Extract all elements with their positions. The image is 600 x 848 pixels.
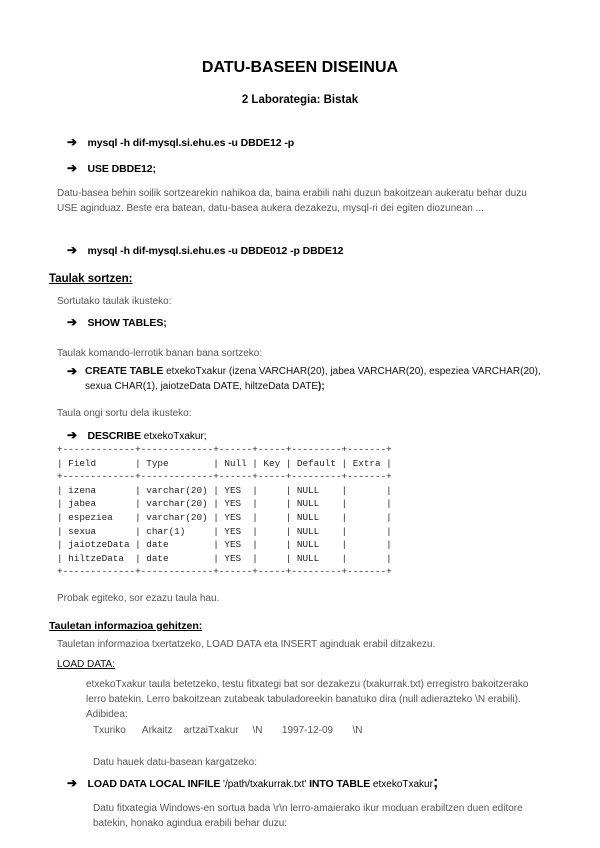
- load-target: etxekoTxakur: [370, 779, 433, 790]
- describe-output-table: +-------------+-------------+------+-----+---------+-------+ | Field | Type | Null | Key | Default | Extra | +-------------+-------------+------+-----+---------+-------+ | izena | varchar(20) | YES | | NULL | | | jabea | varchar(20) | YES | | NULL | | | espeziea | varchar(20) | YES | | NULL | | | sexua | char(1) | YES | | NULL | | | jaiotzeData | date | YES | | NULL | | | hiltzeData | date | YES | | NULL | | +-------------+-------------+------+-----+---------+-------+: [57, 444, 392, 578]
- arrow-right-icon: ➔: [67, 243, 78, 257]
- describe-keyword: DESCRIBE: [87, 430, 141, 442]
- text-sortutako: Sortutako taulak ikusteko:: [57, 296, 172, 307]
- example-data-row: Txuriko Arkaitz artzaiTxakur \N 1997-12-09 \N: [93, 725, 363, 736]
- document-subtitle: 2 Laborategia: Bistak: [241, 94, 359, 106]
- load-keyword-into: INTO TABLE: [309, 778, 371, 790]
- command-text: mysql -h dif-mysql.si.ehu.es -u DBDE12 -p: [87, 137, 295, 149]
- section-heading-informazioa: Tauletan informazioa gehitzen:: [49, 620, 203, 632]
- arrow-right-icon: ➔: [67, 364, 78, 378]
- arrow-right-icon: ➔: [67, 135, 78, 149]
- arrow-right-icon: ➔: [67, 161, 78, 175]
- command-line-describe: [67, 426, 207, 444]
- text-proba: Probak egiteko, sor ezazu taula hau.: [57, 593, 220, 604]
- command-line-create-table: [67, 364, 547, 394]
- paragraph-load-data: etxekoTxakur taula betetzeko, testu fitxategi bat sor dezakezu (txakurrak.txt) erregistro bakoitzerako lerro batekin. Lerro bakoitzean zutabeak tabuladoreekin banatuko dira (null adierazteko \N erabili). Adibidea:: [86, 679, 529, 720]
- create-table-statement: [85, 364, 547, 394]
- arrow-right-icon: ➔: [67, 315, 78, 329]
- load-keyword: LOAD DATA LOCAL INFILE: [87, 778, 221, 790]
- create-keyword: CREATE TABLE: [85, 365, 164, 377]
- text-kargatzeko: Datu hauek datu-basean kargatzeko:: [93, 757, 257, 768]
- command-text: USE DBDE12;: [87, 163, 156, 175]
- load-path: '/path/txakurrak.txt': [220, 779, 310, 790]
- paragraph-use-explanation: Datu-basea behin soilik sortzearekin nahikoa da, baina erabili nahi duzun bakoitzean aukeratu behar duzu USE aginduaz. Beste era batean, datu-basea aukera dezakezu, mysql-ri dei egiten diozunean ...: [57, 188, 527, 214]
- section-heading-taulak: Taulak sortzen:: [49, 273, 133, 285]
- command-line-load-data: [67, 774, 438, 792]
- create-definition: etxekoTxakur (izena VARCHAR(20), jabea VARCHAR(20), espeziea VARCHAR(20), sexua CHAR(1), jaiotzeData DATE, hiltzeData DATE: [85, 366, 541, 392]
- command-text: mysql -h dif-mysql.si.ehu.es -u DBDE012 -p DBDE12: [87, 245, 344, 257]
- command-line-use: [67, 159, 156, 177]
- command-text: SHOW TABLES;: [87, 317, 167, 329]
- command-line-mysql-db: [67, 241, 343, 259]
- document-title: DATU-BASEEN DISEINUA: [201, 59, 399, 76]
- create-end: );: [318, 381, 325, 392]
- text-komando: Taulak komando-lerrotik banan bana sortzeko:: [57, 348, 263, 359]
- paragraph-windows: Datu fitxategia Windows-en sortua bada \r\n lerro-amaierako ikur moduan erabiltzen duen editore batekin, honako agindua erabili behar duzu:: [93, 803, 523, 829]
- describe-target: etxekoTxakur;: [140, 431, 207, 442]
- command-line-show-tables: [67, 313, 167, 331]
- text-ongi: Taula ongi sortu dela ikusteko:: [57, 408, 192, 419]
- arrow-right-icon: ➔: [67, 428, 78, 442]
- text-info: Tauletan informazioa txertatzeko, LOAD DATA eta INSERT aginduak erabil ditzakezu.: [57, 639, 436, 650]
- arrow-right-icon: ➔: [67, 776, 78, 790]
- command-line-mysql-login: [67, 133, 294, 151]
- load-end: ;: [432, 774, 439, 791]
- subheading-load-data: LOAD DATA:: [57, 659, 115, 670]
